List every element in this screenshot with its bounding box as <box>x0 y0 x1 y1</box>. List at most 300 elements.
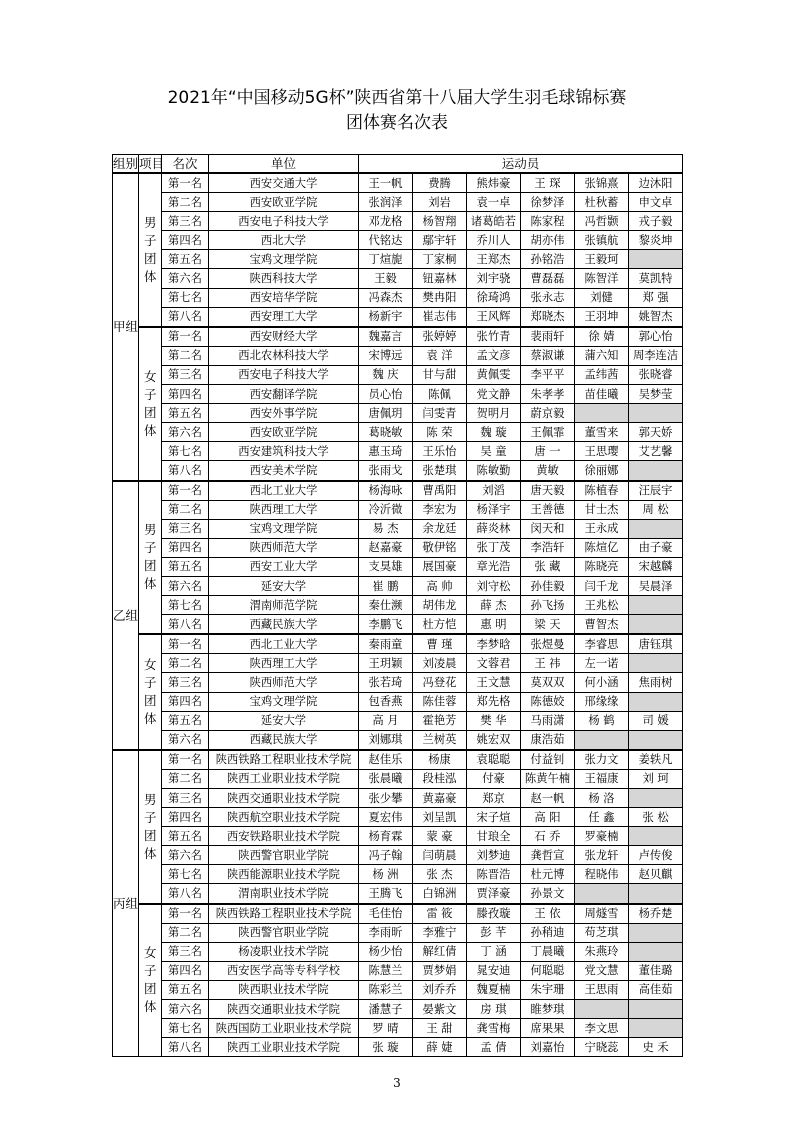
athlete-cell: 袁 洋 <box>413 346 467 365</box>
athlete-cell: 陈德姣 <box>521 692 575 711</box>
athlete-cell: 司 媛 <box>629 711 683 730</box>
empty-athlete-cell <box>629 692 683 711</box>
athlete-cell: 郑晓杰 <box>521 307 575 327</box>
athlete-cell: 张若琦 <box>359 673 413 692</box>
rank-cell: 第一名 <box>162 750 209 770</box>
rank-cell: 第二名 <box>162 193 209 212</box>
athlete-cell: 任 鑫 <box>575 808 629 827</box>
athlete-cell: 张锦熹 <box>575 173 629 193</box>
athlete-cell: 陈佩 <box>413 385 467 404</box>
table-row <box>113 769 683 788</box>
athlete-cell: 李雨昕 <box>359 923 413 942</box>
athlete-cell: 薛 杰 <box>467 596 521 615</box>
athlete-cell: 由子豪 <box>629 538 683 557</box>
athlete-cell: 董雪来 <box>575 423 629 442</box>
athlete-cell: 马雨潇 <box>521 711 575 730</box>
athlete-cell: 李文思 <box>575 1019 629 1038</box>
athlete-cell: 陈植春 <box>575 481 629 501</box>
athlete-cell: 崔志伟 <box>413 307 467 327</box>
athlete-cell: 刘岩 <box>413 193 467 212</box>
athlete-cell: 党文慧 <box>575 961 629 980</box>
athlete-cell: 宋子煊 <box>467 808 521 827</box>
rank-cell: 第六名 <box>162 576 209 595</box>
athlete-cell: 潘慧子 <box>359 1000 413 1019</box>
table-row <box>113 923 683 942</box>
rank-cell: 第七名 <box>162 865 209 884</box>
rank-cell: 第三名 <box>162 519 209 538</box>
unit-cell: 延安大学 <box>209 576 359 595</box>
unit-cell: 陕西航空职业技术学院 <box>209 808 359 827</box>
table-row <box>113 481 683 501</box>
athlete-cell: 曹 瑾 <box>413 634 467 654</box>
athlete-cell: 边沐阳 <box>629 173 683 193</box>
rank-cell: 第六名 <box>162 269 209 288</box>
table-row <box>113 519 683 538</box>
athlete-cell: 陈智洋 <box>575 269 629 288</box>
athlete-cell: 敬伊铭 <box>413 538 467 557</box>
empty-athlete-cell <box>629 923 683 942</box>
athlete-cell: 丁 涵 <box>467 942 521 961</box>
athlete-cell: 孙景文 <box>521 884 575 904</box>
athlete-cell: 包香燕 <box>359 692 413 711</box>
rank-cell: 第三名 <box>162 212 209 231</box>
table-row <box>113 654 683 673</box>
athlete-cell: 高 帅 <box>413 576 467 595</box>
table-row <box>113 231 683 250</box>
athlete-cell: 陈晓亮 <box>575 557 629 576</box>
unit-cell: 陕西师范大学 <box>209 673 359 692</box>
athlete-cell: 崔 鹏 <box>359 576 413 595</box>
athlete-cell: 熊炜豪 <box>467 173 521 193</box>
empty-athlete-cell <box>629 789 683 808</box>
rank-cell: 第七名 <box>162 596 209 615</box>
athlete-cell: 王 依 <box>521 904 575 924</box>
athlete-cell: 胡伟龙 <box>413 596 467 615</box>
athlete-cell: 甘琅全 <box>467 827 521 846</box>
athlete-cell: 陈佳蓉 <box>413 692 467 711</box>
athlete-cell: 魏嘉言 <box>359 327 413 347</box>
athlete-cell: 闫雯青 <box>413 404 467 423</box>
athlete-cell: 郭天娇 <box>629 423 683 442</box>
athlete-cell: 甘与甜 <box>413 365 467 384</box>
header-row <box>113 155 683 174</box>
athlete-cell: 王 祎 <box>521 654 575 673</box>
athlete-cell: 张婷婷 <box>413 327 467 347</box>
unit-cell: 陕西铁路工程职业技术学院 <box>209 904 359 924</box>
rank-cell: 第五名 <box>162 827 209 846</box>
athlete-cell: 姚宏双 <box>467 730 521 750</box>
athlete-cell: 焦雨树 <box>629 673 683 692</box>
rank-cell: 第三名 <box>162 789 209 808</box>
unit-cell: 陕西职业技术学院 <box>209 980 359 999</box>
unit-cell: 西安建筑科技大学 <box>209 442 359 461</box>
athlete-cell: 李鹏飞 <box>359 615 413 635</box>
athlete-cell: 邓龙格 <box>359 212 413 231</box>
rank-cell: 第二名 <box>162 500 209 519</box>
unit-cell: 西藏民族大学 <box>209 615 359 635</box>
athlete-cell: 李平平 <box>521 365 575 384</box>
ranking-table <box>112 154 683 1057</box>
athlete-cell: 睢梦琪 <box>521 1000 575 1019</box>
athlete-cell: 贺明月 <box>467 404 521 423</box>
athlete-cell: 王风辉 <box>467 307 521 327</box>
athlete-cell: 刘娜琪 <box>359 730 413 750</box>
empty-athlete-cell <box>629 942 683 961</box>
athlete-cell: 张 璇 <box>359 1038 413 1057</box>
page-number: 3 <box>393 1076 401 1090</box>
rank-cell: 第八名 <box>162 1038 209 1057</box>
athlete-cell: 王永成 <box>575 519 629 538</box>
athlete-cell: 王 甜 <box>413 1019 467 1038</box>
rank-cell: 第七名 <box>162 1019 209 1038</box>
empty-athlete-cell <box>629 1019 683 1038</box>
empty-athlete-cell <box>575 884 629 904</box>
athlete-cell: 李浩轩 <box>521 538 575 557</box>
athlete-cell: 毛佳怡 <box>359 904 413 924</box>
athlete-cell: 李梦晗 <box>467 634 521 654</box>
rank-cell: 第八名 <box>162 307 209 327</box>
table-row <box>113 904 683 924</box>
athlete-cell: 赵佳乐 <box>359 750 413 770</box>
table-row <box>113 961 683 980</box>
athlete-cell: 余龙廷 <box>413 519 467 538</box>
athlete-cell: 霍艳芳 <box>413 711 467 730</box>
athlete-cell: 晏紫文 <box>413 1000 467 1019</box>
athlete-cell: 王佩霏 <box>521 423 575 442</box>
table-row <box>113 634 683 654</box>
athlete-cell: 张 松 <box>629 808 683 827</box>
athlete-cell: 冯森杰 <box>359 288 413 307</box>
athlete-cell: 惠玉琦 <box>359 442 413 461</box>
athlete-cell: 龚雪梅 <box>467 1019 521 1038</box>
athlete-cell: 代铭达 <box>359 231 413 250</box>
unit-cell: 陕西工业职业技术学院 <box>209 1038 359 1057</box>
athlete-cell: 夏宏伟 <box>359 808 413 827</box>
rank-cell: 第一名 <box>162 327 209 347</box>
unit-cell: 西北农林科技大学 <box>209 346 359 365</box>
athlete-cell: 魏 璇 <box>467 423 521 442</box>
table-row <box>113 789 683 808</box>
athlete-cell: 吴 童 <box>467 442 521 461</box>
group-cell: 丙组 <box>113 750 139 1057</box>
table-row <box>113 538 683 557</box>
athlete-cell: 左一诺 <box>575 654 629 673</box>
unit-cell: 延安大学 <box>209 711 359 730</box>
table-row <box>113 461 683 481</box>
athlete-cell: 张晓睿 <box>629 365 683 384</box>
unit-cell: 西安理工大学 <box>209 307 359 327</box>
table-row <box>113 827 683 846</box>
athlete-cell: 晁安迪 <box>467 961 521 980</box>
athlete-cell: 姜轶凡 <box>629 750 683 770</box>
athlete-cell: 乔川人 <box>467 231 521 250</box>
athlete-cell: 薛炎林 <box>467 519 521 538</box>
unit-cell: 陕西理工大学 <box>209 500 359 519</box>
athlete-cell: 蒙 豪 <box>413 827 467 846</box>
rank-cell: 第八名 <box>162 461 209 481</box>
table-row <box>113 808 683 827</box>
athlete-cell: 陈敏勤 <box>467 461 521 481</box>
athlete-cell: 刘守松 <box>467 576 521 595</box>
table-row <box>113 500 683 519</box>
table-body <box>113 173 683 1057</box>
athlete-cell: 周燧雪 <box>575 904 629 924</box>
athlete-cell: 党文静 <box>467 385 521 404</box>
athlete-cell: 苗佳曦 <box>575 385 629 404</box>
athlete-cell: 秦雨童 <box>359 634 413 654</box>
athlete-cell: 陈煊亿 <box>575 538 629 557</box>
athlete-cell: 王福康 <box>575 769 629 788</box>
athlete-cell: 贾泽豪 <box>467 884 521 904</box>
empty-athlete-cell <box>629 730 683 750</box>
unit-cell: 西安铁路职业技术学院 <box>209 827 359 846</box>
athlete-cell: 兰树英 <box>413 730 467 750</box>
athlete-cell: 展国豪 <box>413 557 467 576</box>
athlete-cell: 冯哲颢 <box>575 212 629 231</box>
athlete-cell: 杨 洲 <box>359 865 413 884</box>
table-row <box>113 423 683 442</box>
athlete-cell: 惠 明 <box>467 615 521 635</box>
athlete-cell: 刘健 <box>575 288 629 307</box>
empty-athlete-cell <box>629 250 683 269</box>
athlete-cell: 曹禹阳 <box>413 481 467 501</box>
table-row <box>113 327 683 347</box>
unit-cell: 陕西工业职业技术学院 <box>209 769 359 788</box>
rank-cell: 第三名 <box>162 365 209 384</box>
athlete-cell: 杨育霖 <box>359 827 413 846</box>
athlete-cell: 易 杰 <box>359 519 413 538</box>
rank-cell: 第四名 <box>162 808 209 827</box>
athlete-cell: 孙飞扬 <box>521 596 575 615</box>
athlete-cell: 员心怡 <box>359 385 413 404</box>
athlete-cell: 何聪聪 <box>521 961 575 980</box>
athlete-cell: 罗豪楠 <box>575 827 629 846</box>
athlete-cell: 王郑杰 <box>467 250 521 269</box>
athlete-cell: 刘凌晨 <box>413 654 467 673</box>
athlete-cell: 刘 珂 <box>629 769 683 788</box>
athlete-cell: 樊 华 <box>467 711 521 730</box>
unit-cell: 宝鸡文理学院 <box>209 692 359 711</box>
athlete-cell: 葛晓敏 <box>359 423 413 442</box>
unit-cell: 西安美术学院 <box>209 461 359 481</box>
header-unit: 单位 <box>209 155 359 174</box>
athlete-cell: 陈黄午楠 <box>521 769 575 788</box>
rank-cell: 第三名 <box>162 673 209 692</box>
athlete-cell: 付益钊 <box>521 750 575 770</box>
athlete-cell: 程晓伟 <box>575 865 629 884</box>
rank-cell: 第一名 <box>162 904 209 924</box>
athlete-cell: 高 月 <box>359 711 413 730</box>
rank-cell: 第五名 <box>162 250 209 269</box>
rank-cell: 第四名 <box>162 692 209 711</box>
unit-cell: 陕西师范大学 <box>209 538 359 557</box>
rank-cell: 第六名 <box>162 730 209 750</box>
item-cell: 男子团体 <box>139 481 162 635</box>
item-cell: 女子团体 <box>139 327 162 481</box>
athlete-cell: 蒲六知 <box>575 346 629 365</box>
athlete-cell: 孟纬茜 <box>575 365 629 384</box>
athlete-cell: 裴雨轩 <box>521 327 575 347</box>
item-cell: 男子团体 <box>139 750 162 904</box>
rank-cell: 第五名 <box>162 404 209 423</box>
athlete-cell: 刘呈凯 <box>413 808 467 827</box>
unit-cell: 陕西国防工业职业技术学院 <box>209 1019 359 1038</box>
rank-cell: 第一名 <box>162 173 209 193</box>
athlete-cell: 秦仕濒 <box>359 596 413 615</box>
athlete-cell: 钮嘉林 <box>413 269 467 288</box>
athlete-cell: 杨 鹤 <box>575 711 629 730</box>
athlete-cell: 王一帆 <box>359 173 413 193</box>
athlete-cell: 朱孝孝 <box>521 385 575 404</box>
document-subtitle: 团体赛名次表 <box>346 113 448 133</box>
rank-cell: 第四名 <box>162 385 209 404</box>
athlete-cell: 王兆松 <box>575 596 629 615</box>
athlete-cell: 黄敏 <box>521 461 575 481</box>
athlete-cell: 陈彩兰 <box>359 980 413 999</box>
unit-cell: 陕西科技大学 <box>209 269 359 288</box>
athlete-cell: 丁晨曦 <box>521 942 575 961</box>
athlete-cell: 郑 强 <box>629 288 683 307</box>
rank-cell: 第六名 <box>162 846 209 865</box>
athlete-cell: 石 乔 <box>521 827 575 846</box>
athlete-cell: 张楚琪 <box>413 461 467 481</box>
rank-cell: 第六名 <box>162 423 209 442</box>
athlete-cell: 杨泽宇 <box>467 500 521 519</box>
unit-cell: 陕西交通职业技术学院 <box>209 789 359 808</box>
header-group: 组别 <box>113 156 139 171</box>
athlete-cell: 李雅宁 <box>413 923 467 942</box>
document-title: 2021年“中国移动5G杯”陕西省第十八届大学生羽毛球锦标赛 <box>167 88 627 108</box>
athlete-cell: 文蓉君 <box>467 654 521 673</box>
unit-cell: 陕西交通职业技术学院 <box>209 1000 359 1019</box>
athlete-cell: 丁煊旎 <box>359 250 413 269</box>
unit-cell: 西安交通大学 <box>209 173 359 193</box>
table-row <box>113 673 683 692</box>
empty-athlete-cell <box>575 404 629 423</box>
athlete-cell: 赵贝麒 <box>629 865 683 884</box>
empty-athlete-cell <box>575 730 629 750</box>
athlete-cell: 王乐怡 <box>413 442 467 461</box>
athlete-cell: 刘乔乔 <box>413 980 467 999</box>
athlete-cell: 黄嘉豪 <box>413 789 467 808</box>
athlete-cell: 曹智杰 <box>575 615 629 635</box>
item-cell: 女子团体 <box>139 904 162 1057</box>
athlete-cell: 王思璎 <box>575 442 629 461</box>
athlete-cell: 高 阳 <box>521 808 575 827</box>
athlete-cell: 姚智杰 <box>629 307 683 327</box>
group-cell: 甲组 <box>113 173 139 481</box>
table-row <box>113 404 683 423</box>
athlete-cell: 杨 洛 <box>575 789 629 808</box>
table-row <box>113 846 683 865</box>
athlete-cell: 张少攀 <box>359 789 413 808</box>
athlete-cell: 彭 芊 <box>467 923 521 942</box>
athlete-cell: 王善德 <box>521 500 575 519</box>
athlete-cell: 魏 庆 <box>359 365 413 384</box>
unit-cell: 渭南职业技术学院 <box>209 884 359 904</box>
athlete-cell: 杨乔楚 <box>629 904 683 924</box>
athlete-cell: 雷 筱 <box>413 904 467 924</box>
table-row <box>113 346 683 365</box>
athlete-cell: 孙铭浩 <box>521 250 575 269</box>
athlete-cell: 朱燕玲 <box>575 942 629 961</box>
table-row <box>113 269 683 288</box>
athlete-cell: 贾梦娟 <box>413 961 467 980</box>
athlete-cell: 支狊雄 <box>359 557 413 576</box>
athlete-cell: 刘嘉怡 <box>521 1038 575 1057</box>
athlete-cell: 陈慧兰 <box>359 961 413 980</box>
athlete-cell: 陈家程 <box>521 212 575 231</box>
athlete-cell: 闫千龙 <box>575 576 629 595</box>
athlete-cell: 孟文彦 <box>467 346 521 365</box>
table-row <box>113 288 683 307</box>
athlete-cell: 解红倩 <box>413 942 467 961</box>
athlete-cell: 李睿思 <box>575 634 629 654</box>
table-row <box>113 307 683 327</box>
athlete-cell: 董佳璐 <box>629 961 683 980</box>
rank-cell: 第四名 <box>162 961 209 980</box>
athlete-cell: 蔚京毅 <box>521 404 575 423</box>
unit-cell: 陕西警官职业学院 <box>209 923 359 942</box>
athlete-cell: 郑先格 <box>467 692 521 711</box>
table-row <box>113 193 683 212</box>
rank-cell: 第五名 <box>162 980 209 999</box>
group-cell: 乙组 <box>113 481 139 750</box>
item-cell: 男子团体 <box>139 173 162 327</box>
athlete-cell: 诸葛皓若 <box>467 212 521 231</box>
table-row <box>113 557 683 576</box>
athlete-cell: 杨智翔 <box>413 212 467 231</box>
athlete-cell: 费腾 <box>413 173 467 193</box>
rank-cell: 第五名 <box>162 557 209 576</box>
athlete-cell: 鄢宇轩 <box>413 231 467 250</box>
athlete-cell: 房 琪 <box>467 1000 521 1019</box>
athlete-cell: 张雨戈 <box>359 461 413 481</box>
athlete-cell: 王腾飞 <box>359 884 413 904</box>
table-row <box>113 1019 683 1038</box>
unit-cell: 西北工业大学 <box>209 634 359 654</box>
athlete-cell: 张龙轩 <box>575 846 629 865</box>
athlete-cell: 史 禾 <box>629 1038 683 1057</box>
athlete-cell: 王羽坤 <box>575 307 629 327</box>
athlete-cell: 闫萌晨 <box>413 846 467 865</box>
table-row <box>113 711 683 730</box>
athlete-cell: 王毅 <box>359 269 413 288</box>
athlete-cell: 徐 婧 <box>575 327 629 347</box>
athlete-cell: 杜方恺 <box>413 615 467 635</box>
athlete-cell: 张晨曦 <box>359 769 413 788</box>
athlete-cell: 戎子毅 <box>629 212 683 231</box>
athlete-cell: 卢传俊 <box>629 846 683 865</box>
table-row <box>113 615 683 635</box>
athlete-cell: 唐 一 <box>521 442 575 461</box>
athlete-cell: 罗 晴 <box>359 1019 413 1038</box>
athlete-cell: 冯登花 <box>413 673 467 692</box>
athlete-cell: 梁 天 <box>521 615 575 635</box>
athlete-cell: 杨新宇 <box>359 307 413 327</box>
athlete-cell: 袁一卓 <box>467 193 521 212</box>
table-row <box>113 730 683 750</box>
table-row <box>113 884 683 904</box>
rank-cell: 第二名 <box>162 346 209 365</box>
table-row <box>113 365 683 384</box>
athlete-cell: 黎炎坤 <box>629 231 683 250</box>
athlete-cell: 魏夏楠 <box>467 980 521 999</box>
athlete-cell: 黄佩雯 <box>467 365 521 384</box>
athlete-cell: 蔡淑谦 <box>521 346 575 365</box>
athlete-cell: 李宏为 <box>413 500 467 519</box>
athlete-cell: 汪辰宇 <box>629 481 683 501</box>
